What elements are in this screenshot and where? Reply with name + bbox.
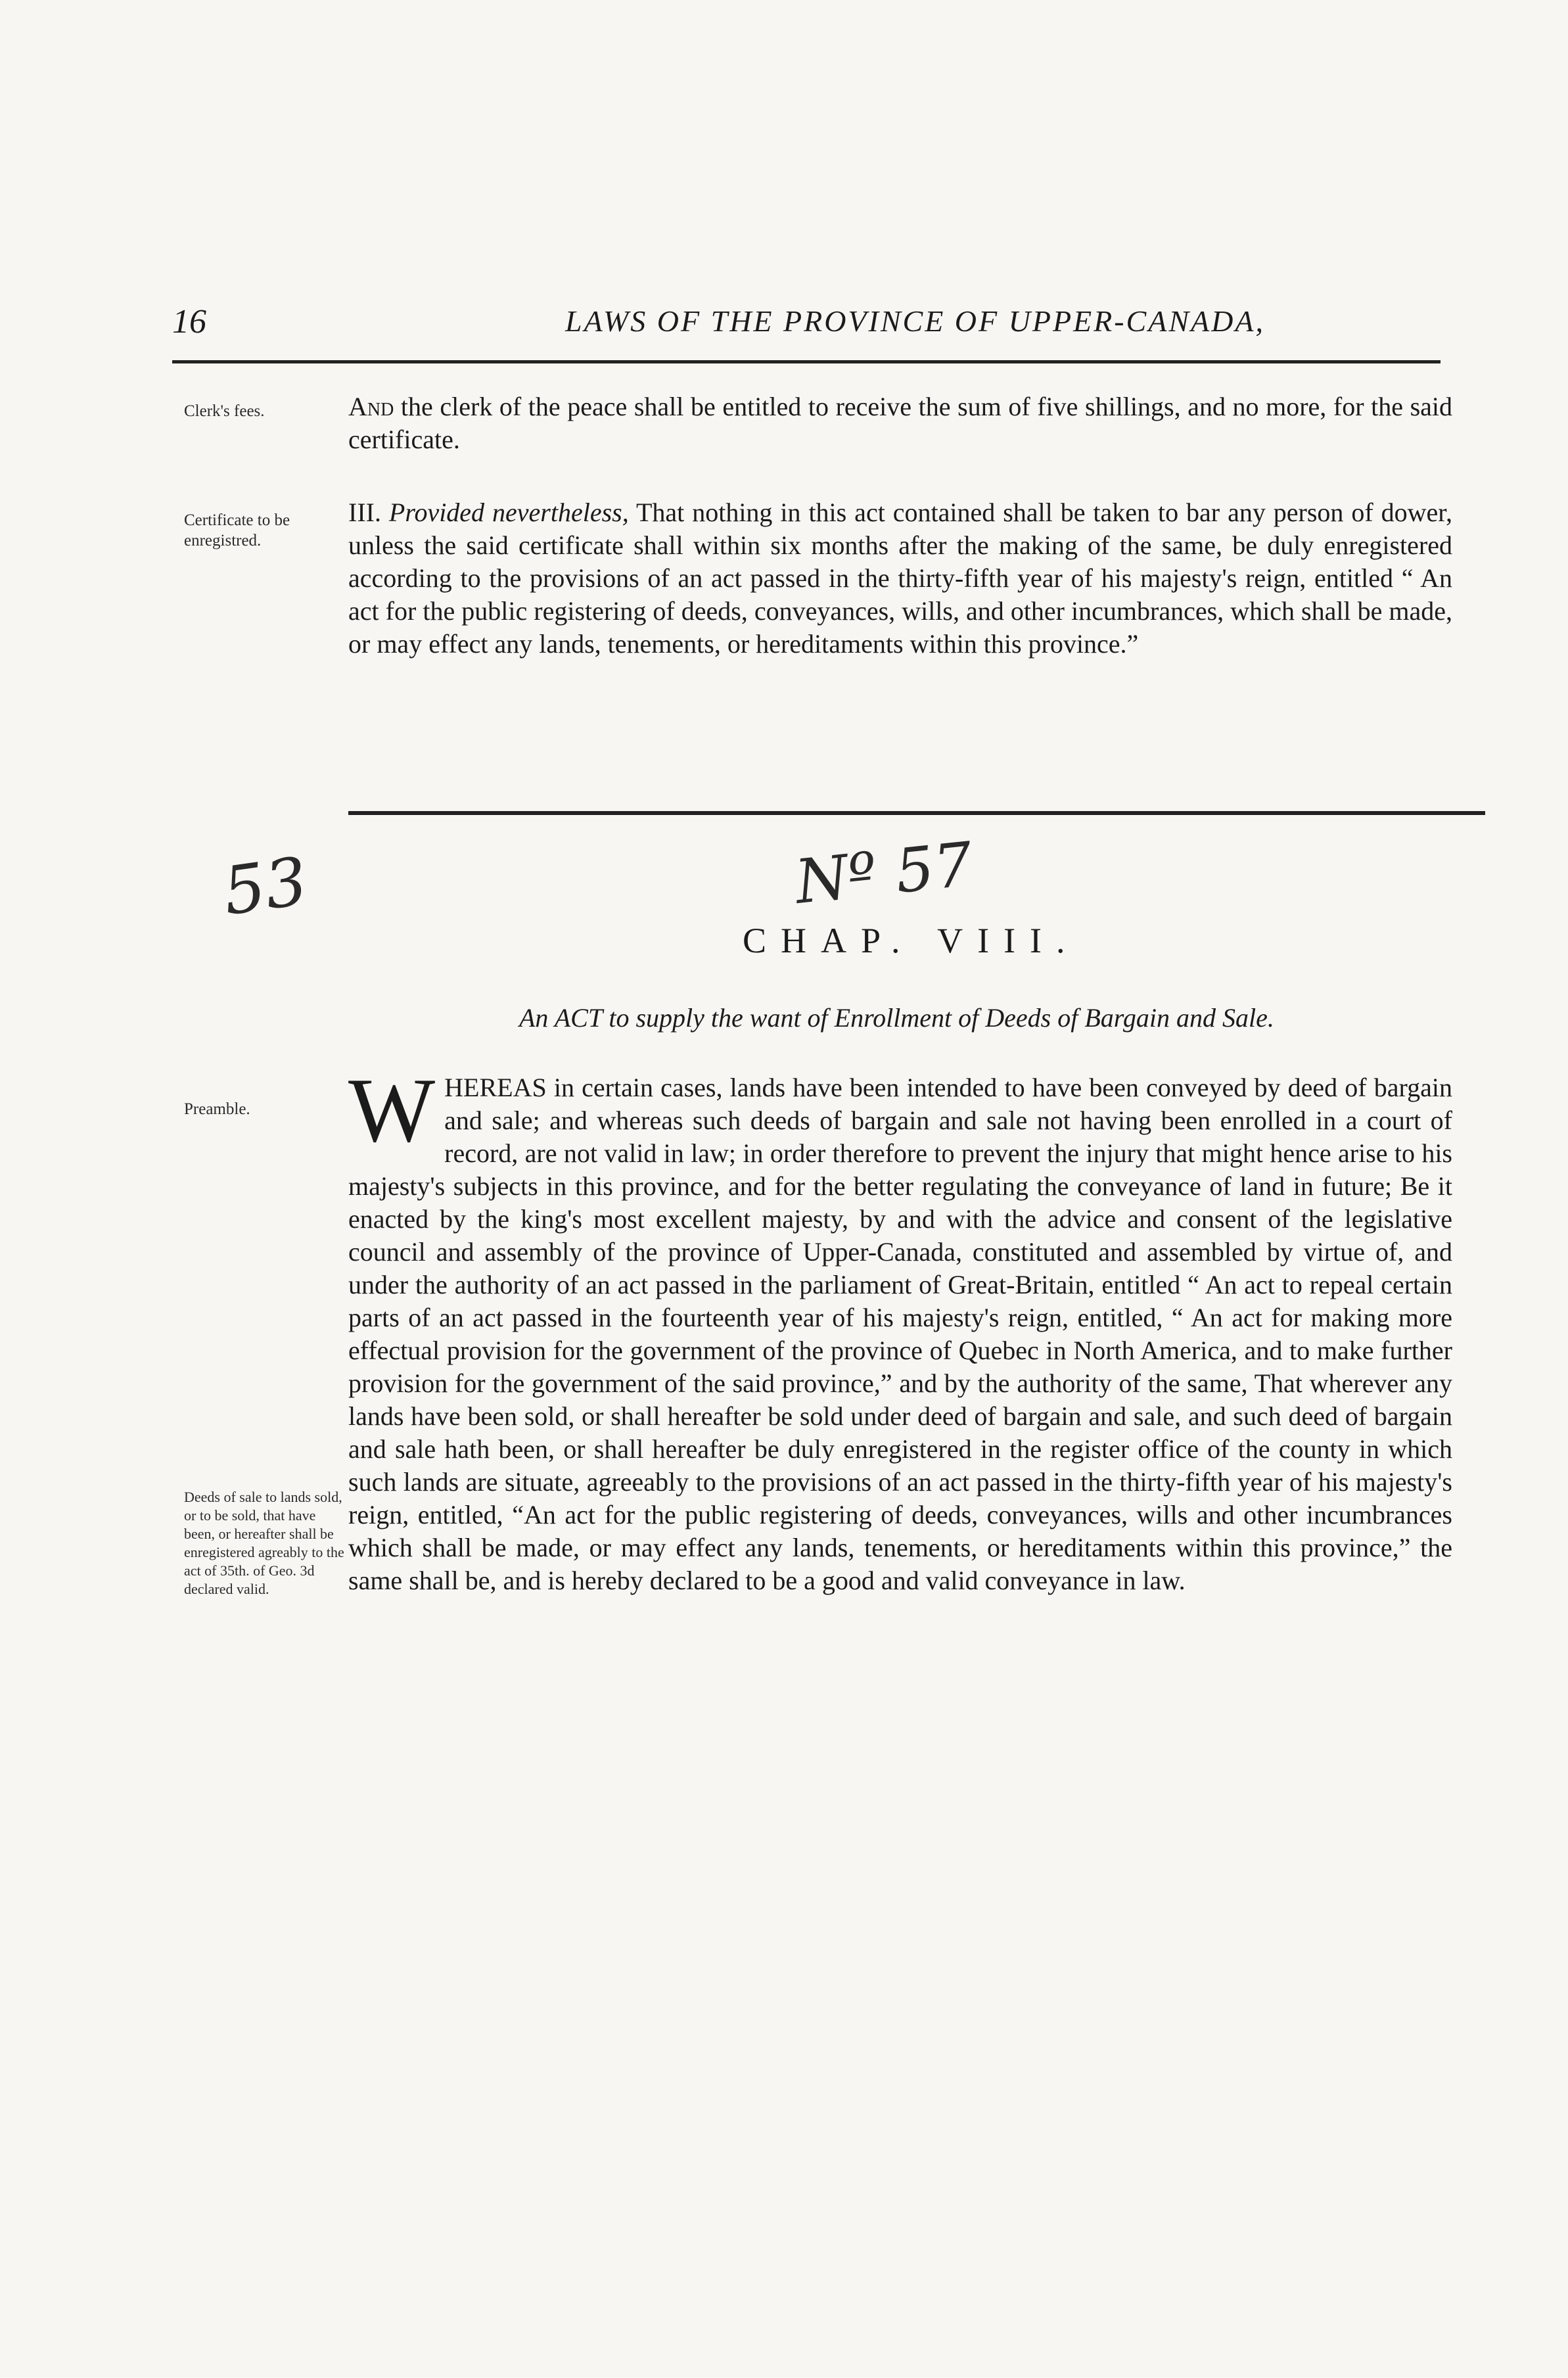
- margin-note-clerks-fees: Clerk's fees.: [184, 402, 265, 420]
- margin-note-preamble: Preamble.: [184, 1100, 250, 1118]
- clause-ii-text: the clerk of the peace shall be entitled to receive the sum of five shillings, and no more, for the said certificate.: [348, 392, 1452, 454]
- handwritten-number-note: Nº 57: [792, 829, 976, 918]
- preamble-text: HEREAS in certain cases, lands have been intended to have been conveyed by deed of bargain and sale; and whereas such deeds of bargain and sale not having been enrolled in a court of record, are not valid in law; in order therefore to prevent the injury that might hence arise to his majesty's subjects in this province, and for the better regulating the conveyance of land in future; Be it enacted by the king's most excellent majesty, by and with the advice and consent of the legislative council and assembly of the province of Upper-Canada, constituted and assembled by virtue of, and under the authority of an act passed in the parliament of Great-Britain, entitled “ An act to repeal certain parts of an act passed in the fourteenth year of his majesty's reign, entitled, “ An act for making more effectual provision for the government of the province of Quebec in North America, and to make further provision for the government of the said province,” and by the authority of the same, That wherever any lands have been sold, or shall hereafter be sold under deed of bargain and sale, and such deed of bargain and sale hath been, or shall hereafter be duly enregistered in the register office of the county in which such lands are situate, agreeably to the provisions of an act passed in the thirty-fifth year of his majesty's reign, entitled, “An act for the public registering of deeds, conveyances, wills and other incumbrances which shall be made, or may effect any lands, tenements, or hereditaments within this province,” the same shall be, and is hereby declared to be a good and valid conveyance in law.: [348, 1073, 1452, 1595]
- margin-note-deeds: Deeds of sale to lands sold, or to be sold, that have been, or hereafter shall be enregistered agreably to the act of 35th. of Geo. 3d declared valid.: [184, 1489, 344, 1597]
- act-title: An ACT to supply the want of Enrollment of Deeds of Bargain and Sale.: [519, 1003, 1274, 1033]
- clause-iii-numeral: III.: [348, 498, 381, 527]
- section-rule: [348, 811, 1485, 815]
- running-head: LAWS OF THE PROVINCE OF UPPER-CANADA,: [565, 304, 1265, 338]
- page-number: 16: [172, 303, 206, 340]
- clause-iii-provided: Provided nevertheless,: [388, 498, 629, 527]
- handwritten-page-note: 53: [218, 842, 312, 931]
- chapter-heading: CHAP. VIII.: [743, 921, 1080, 960]
- clause-ii: [348, 390, 1452, 456]
- clause-ii-lead: And: [348, 392, 394, 421]
- clause-iii: [348, 496, 1452, 661]
- header-rule: [172, 360, 1441, 363]
- margin-note-certificate: Certificate to be enregistred.: [184, 511, 290, 549]
- drop-cap: W: [348, 1060, 436, 1161]
- preamble-paragraph: [348, 1060, 1452, 1597]
- clause-iii-text: That nothing in this act contained shall be taken to bar any person of dower, unless the said certificate shall within six months after the making of the same, be duly enregistered according to the provisions of an act passed in the thirty-fifth year of his majesty's reign, entitled “ An act for the public registering of deeds, conveyances, wills, and other incumbrances, which shall be made, or may effect any lands, tenements, or hereditaments within this province.”: [348, 498, 1452, 659]
